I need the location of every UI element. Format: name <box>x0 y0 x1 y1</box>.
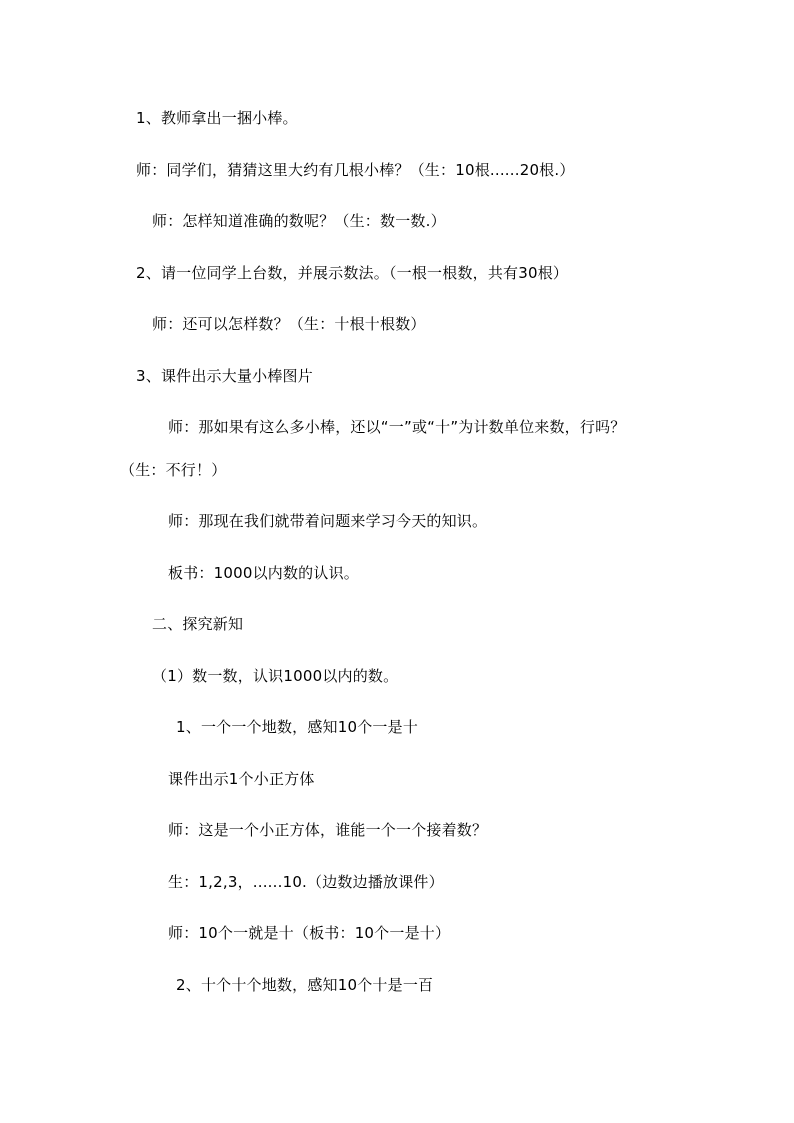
teacher-question-exact: 师：怎样知道准确的数呢？（生：数一数.） <box>152 212 446 230</box>
step-2-heading: 2、请一位同学上台数，并展示数法。（一根一根数，共有30根） <box>136 264 569 282</box>
step-3-heading: 3、课件出示大量小棒图片 <box>136 367 313 385</box>
blackboard-title: 板书：1000以内数的认识。 <box>168 564 359 582</box>
section-explore-heading: 二、探究新知 <box>152 615 244 633</box>
teacher-question-cube: 师：这是一个小正方体，谁能一个一个接着数？ <box>168 821 488 839</box>
teacher-question-many-sticks: 师：那如果有这么多小棒，还以“一”或“十”为计数单位来数，行吗？ <box>168 418 626 436</box>
count-by-tens-heading: 2、十个十个地数，感知10个十是一百 <box>176 976 434 994</box>
step-1-heading: 1、教师拿出一捆小棒。 <box>136 109 298 127</box>
teacher-question-guess: 师：同学们，猜猜这里大约有几根小棒？（生：10根......20根.） <box>136 161 575 179</box>
courseware-cube: 课件出示1个小正方体 <box>168 770 315 788</box>
subsection-count-heading: （1）数一数，认识1000以内的数。 <box>152 667 399 685</box>
teacher-ten-ones: 师：10个一就是十（板书：10个一是十） <box>168 924 451 942</box>
student-counting: 生：1,2,3，......10.（边数边播放课件） <box>168 873 444 891</box>
count-by-ones-heading: 1、一个一个地数，感知10个一是十 <box>176 718 419 736</box>
student-answer-no: （生：不行！） <box>120 461 227 479</box>
teacher-intro-knowledge: 师：那现在我们就带着问题来学习今天的知识。 <box>168 512 488 530</box>
teacher-question-other-way: 师：还可以怎样数？（生：十根十根数） <box>152 315 426 333</box>
